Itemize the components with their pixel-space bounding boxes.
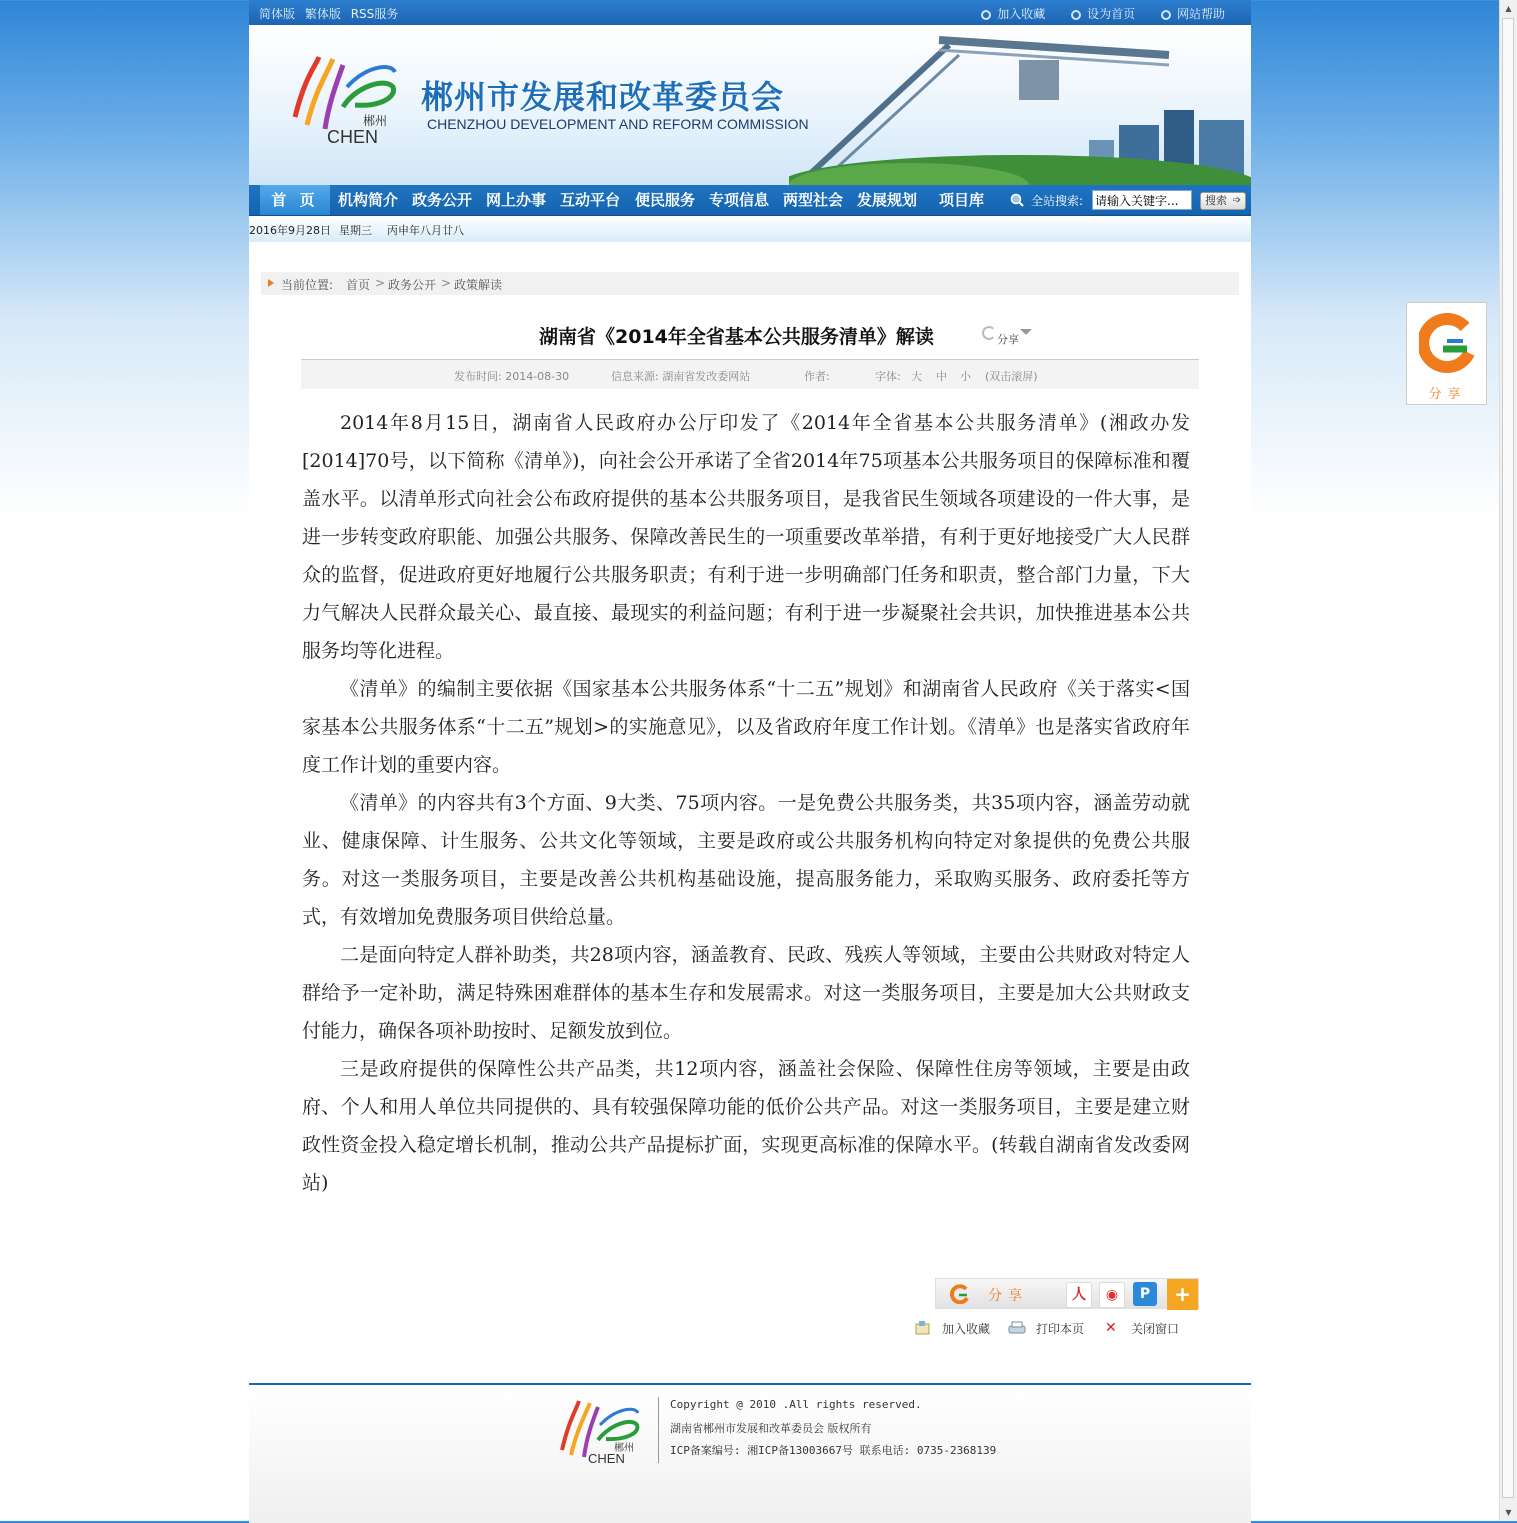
add-favorite-link[interactable] (981, 7, 1045, 21)
bullet-icon (1161, 10, 1171, 20)
set-homepage-label: 设为首页 (1087, 7, 1136, 21)
search-input[interactable] (1092, 190, 1192, 210)
article-body (302, 404, 1190, 1202)
chevron-down-icon (1020, 329, 1032, 335)
nav-online-service[interactable]: 网上办事 (486, 191, 547, 209)
floating-share-widget[interactable] (1406, 302, 1487, 405)
close-window-tool[interactable]: 关闭窗口 (1131, 1322, 1180, 1336)
arrow-right-icon: ➩ (1232, 195, 1241, 206)
current-weekday: 星期三 (339, 224, 372, 237)
footer-owner: 湖南省郴州市发展和改革委员会 版权所有 (670, 1422, 872, 1435)
article-paragraph: 三是政府提供的保障性公共产品类，共12项内容，涵盖社会保险、保障性住房等领域，主要是由政府、个人和用人单位共同提供的、具有较强保障功能的低价公共产品。对这一类服务项目，主要是建立财政性资金投入稳定增长机制，推动公共产品提标扩面，实现更高标准的保障水平。(转载自湖南省发改委网站) (302, 1058, 1190, 1194)
header-banner (249, 25, 1251, 185)
nav-development-planning[interactable]: 发展规划 (857, 191, 918, 209)
bookmark-icon (915, 1321, 931, 1335)
share-logo-icon (1419, 311, 1475, 375)
nav-institution[interactable]: 机构简介 (338, 191, 399, 209)
article-title: 湖南省《2014年全省基本公共服务清单》解读 (539, 326, 934, 348)
scroll-hint: (双击滚屏) (985, 370, 1038, 383)
nav-special-info[interactable]: 专项信息 (709, 191, 770, 209)
share-bar-label: 分享 (988, 1288, 1028, 1304)
footer-copyright: Copyright @ 2010 .All rights reserved. (670, 1398, 922, 1411)
search-button-label: 搜索 (1205, 194, 1227, 207)
article-paragraph: 2014年8月15日，湖南省人民政府办公厅印发了《2014年全省基本公共服务清单》(湘政办发[2014]70号，以下简称《清单》)，向社会公开承诺了全省2014年75项基本公共服务项目的保障标准和覆盖水平。以清单形式向社会公布政府提供的基本公共服务项目，是我省民生领域各项建设的一件大事，是进一步转变政府职能、加强公共服务、保障改善民生的一项重要改革举措，有利于更好地接受广大人民群众的监督，促进政府更好地履行公共服务职责；有利于进一步明确部门任务和职责，整合部门力量，下大力气解决人民群众最关心、最直接、最现实的利益问题；有利于进一步凝聚社会共识，加快推进基本公共服务均等化进程。 (302, 412, 1190, 662)
breadcrumb-government-affairs[interactable]: 政务公开 (388, 278, 437, 292)
add-favorite-label: 加入收藏 (997, 7, 1046, 21)
footer-divider (658, 1397, 659, 1463)
breadcrumb-label: 当前位置: (281, 278, 334, 292)
page-tools (915, 1320, 1215, 1338)
footer-logo-text: 郴州 (614, 1443, 634, 1454)
traditional-chinese-link[interactable]: 繁体版 (304, 7, 341, 21)
font-size-label: 字体: (875, 370, 901, 383)
search-label: 全站搜索: (1031, 194, 1084, 208)
bullet-icon (981, 10, 991, 20)
scrollbar-thumb[interactable] (1502, 18, 1514, 1498)
breadcrumb-policy-interpretation[interactable]: 政策解读 (454, 278, 503, 292)
print-page-tool[interactable]: 打印本页 (1036, 1322, 1085, 1336)
weibo-share-icon[interactable]: ◉ (1099, 1282, 1125, 1308)
scroll-up-arrow-icon[interactable]: ▲ (1505, 4, 1512, 13)
font-size-medium[interactable]: 中 (936, 370, 947, 383)
font-size-large[interactable]: 大 (911, 370, 922, 383)
print-icon (1008, 1321, 1024, 1335)
footer-icp: ICP备案编号: 湘ICP备13003667号 联系电话: 0735-2368139 (670, 1444, 997, 1457)
date-strip (249, 216, 1251, 242)
site-subtitle: CHENZHOU DEVELOPMENT AND REFORM COMMISSION (427, 116, 809, 132)
chenzhou-logo-icon (285, 47, 405, 147)
share-icon (982, 326, 996, 340)
article-paragraph: 二是面向特定人群补助类，共28项内容，涵盖教育、民政、残疾人等领域，主要由公共财政对特定人群给予一定补助，满足特殊困难群体的基本生存和发展需求。对这一类服务项目，主要是加大公共财政支付能力，确保各项补助按时、足额发放到位。 (302, 944, 1190, 1042)
nav-government-affairs[interactable]: 政务公开 (412, 191, 473, 209)
nav-two-oriented-society[interactable]: 两型社会 (783, 191, 844, 209)
lunar-date: 丙申年八月廿八 (387, 224, 464, 237)
site-help-label: 网站帮助 (1176, 7, 1225, 21)
breadcrumb (261, 272, 1239, 295)
author-label: 作者: (804, 370, 830, 383)
publish-time: 发布时间: 2014-08-30 (454, 370, 570, 383)
rss-link[interactable]: RSS服务 (350, 7, 399, 21)
share-bar (935, 1278, 1199, 1309)
page-footer (249, 1383, 1251, 1523)
current-date: 2016年9月28日 (249, 224, 331, 237)
close-icon: ✕ (1105, 1320, 1117, 1336)
site-title: 郴州市发展和改革委员会 (421, 78, 785, 116)
tencent-share-icon[interactable]: P (1133, 1282, 1157, 1306)
vertical-scrollbar[interactable] (1499, 0, 1517, 1521)
article-paragraph: 《清单》的编制主要依据《国家基本公共服务体系“十二五”规划》和湖南省人民政府《关于落实<国家基本公共服务体系“十二五”规划>的实施意见》，以及省政府年度工作计划。《清单》也是落实省政府年度工作计划的重要内容。 (302, 678, 1190, 776)
nav-interaction[interactable]: 互动平台 (560, 191, 621, 209)
logo-en-text: CHEN (327, 127, 379, 147)
font-size-small[interactable]: 小 (960, 370, 971, 383)
crane-cityscape-illustration (789, 25, 1251, 185)
site-help-link[interactable] (1161, 7, 1225, 21)
set-homepage-link[interactable] (1071, 7, 1135, 21)
article-meta (301, 359, 1199, 389)
arrow-bullet-icon (268, 279, 274, 287)
add-favorite-tool[interactable]: 加入收藏 (942, 1322, 991, 1336)
main-navigation (249, 185, 1251, 216)
share-dropdown[interactable] (982, 325, 1034, 346)
article-paragraph: 《清单》的内容共有3个方面、9大类、75项内容。一是免费公共服务类，共35项内容，涵盖劳动就业、健康保障、计生服务、公共文化等领域，主要是政府或公共服务机构向特定对象提供的免费公共服务。对这一类服务项目，主要是改善公共机构基础设施，提高服务能力，采取购买服务、政府委托等方式，有效增加免费服务项目供给总量。 (302, 792, 1190, 928)
search-button[interactable] (1200, 192, 1246, 210)
nav-home[interactable]: 首 页 (260, 185, 330, 215)
breadcrumb-separator-icon: > (441, 276, 452, 290)
nav-project-library[interactable]: 项目库 (939, 191, 985, 209)
share-label: 分享 (997, 333, 1019, 346)
floating-share-label: 分享 (1428, 387, 1467, 402)
search-icon (1010, 193, 1024, 207)
info-source: 信息来源: 湖南省发改委网站 (611, 370, 751, 383)
breadcrumb-home[interactable]: 首页 (346, 278, 371, 292)
share-logo-icon (950, 1284, 970, 1304)
page-container (249, 0, 1251, 1521)
chenzhou-footer-logo-icon (554, 1395, 644, 1465)
more-share-button[interactable]: + (1167, 1279, 1198, 1310)
breadcrumb-separator-icon: > (375, 276, 386, 290)
scroll-down-arrow-icon[interactable]: ▼ (1505, 1508, 1512, 1517)
top-utility-bar (249, 0, 1251, 25)
footer-logo-en-text: CHEN (588, 1451, 625, 1465)
simplified-chinese-link[interactable]: 简体版 (259, 7, 296, 21)
logo-text: 郴州 (363, 114, 388, 128)
bullet-icon (1071, 10, 1081, 20)
renren-share-icon[interactable]: 人 (1066, 1282, 1092, 1308)
nav-public-service[interactable]: 便民服务 (635, 191, 696, 209)
